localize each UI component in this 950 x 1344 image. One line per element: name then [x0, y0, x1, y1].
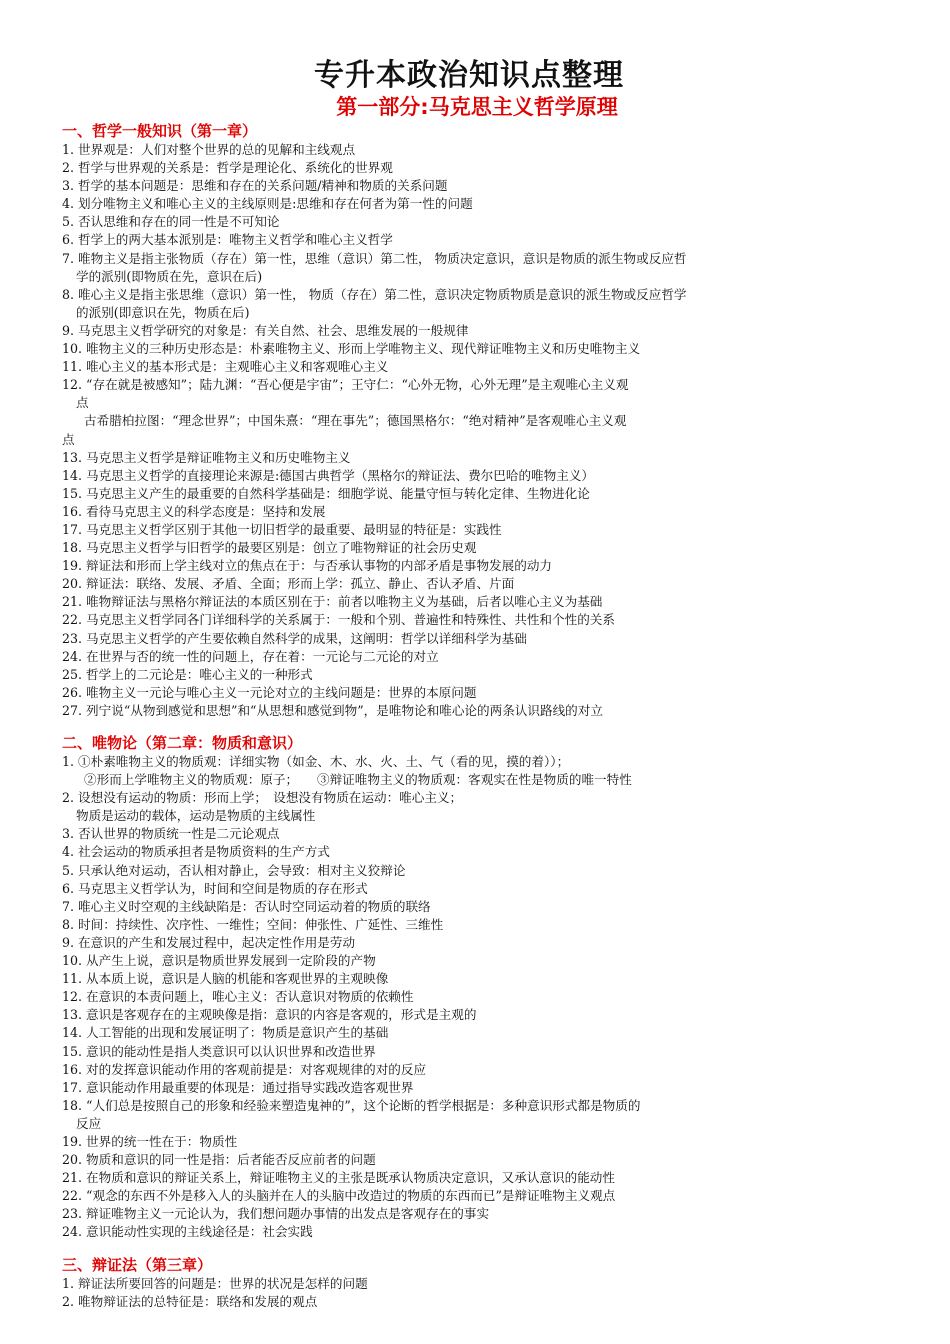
list-item: 8. 唯心主义是指主张思维（意识）第一性， 物质（存在）第二性，意识决定物质物质是意识的派生物或反应哲学: [62, 286, 687, 302]
list-item: 1. 辩证法所要回答的问题是：世界的状况是怎样的问题: [62, 1275, 368, 1291]
list-item: 2. 设想没有运动的物质：形而上学； 设想没有物质在运动：唯心主义；: [62, 790, 463, 806]
part-subtitle: 第一部分:马克思主义哲学原理: [336, 95, 618, 119]
list-item: 4. 社会运动的物质承担者是物质资料的生产方式: [62, 844, 330, 860]
list-item: 20. 辩证法：联络、发展、矛盾、全面；形而上学：孤立、静止、否认矛盾、片面: [62, 576, 515, 592]
list-item: 24. 在世界与否的统一性的问题上，存在着：一元论与二元论的对立: [62, 648, 439, 664]
list-item: 3. 哲学的基本问题是：思维和存在的关系问题/精神和物质的关系问题: [62, 178, 448, 194]
list-item-continuation: 古希腊柏拉图：“理念世界”；中国朱熹：“理在事先”；德国黑格尔：“绝对精神”是客观唯心主义观: [84, 413, 627, 429]
list-item: 17. 意识能动作用最重要的体现是：通过指导实践改造客观世界: [62, 1079, 414, 1095]
list-item: 1. ①朴素唯物主义的物质观：详细实物（如金、木、水、火、土、气（看的见，摸的着））；: [62, 754, 570, 769]
list-item: 17. 马克思主义哲学区别于其他一切旧哲学的最重要、最明显的特征是：实践性: [62, 521, 502, 537]
list-item: 13. 意识是客观存在的主观映像是指：意识的内容是客观的，形式是主观的: [62, 1007, 477, 1023]
list-item: 22. 马克思主义哲学同各门详细科学的关系属于：一般和个别、普遍性和特殊性、共性和个性的关系: [62, 612, 615, 628]
list-item: 3. 否认世界的物质统一性是二元论观点: [62, 826, 280, 842]
document-title: 专升本政治知识点整理: [314, 58, 624, 93]
list-item-continuation: 学的派别(即物质在先，意识在后): [76, 268, 263, 284]
list-item: 23. 马克思主义哲学的产生要依赖自然科学的成果，这阐明：哲学以详细科学为基础: [62, 630, 527, 646]
list-item: 7. 唯心主义时空观的主线缺陷是：否认时空同运动着的物质的联络: [62, 898, 431, 914]
section-2-title: 二、唯物论（第二章：物质和意识）: [62, 734, 303, 752]
list-item: 26. 唯物主义一元论与唯心主义一元论对立的主线问题是：世界的本原问题: [62, 684, 477, 700]
list-item: 24. 意识能动性实现的主线途径是：社会实践: [62, 1224, 313, 1240]
list-item-continuation: 物质是运动的载体，运动是物质的主线属性: [76, 808, 316, 824]
list-item-continuation: ②形而上学唯物主义的物质观：原子； ③辩证唯物主义的物质观：客观实在性是物质的唯一特性: [84, 772, 632, 788]
list-item: 27. 列宁说“从物到感觉和思想”和“从思想和感觉到物”，是唯物论和唯心论的两条认识路线的对立: [62, 702, 603, 718]
list-item: 19. 辩证法和形而上学主线对立的焦点在于：与否承认事物的内部矛盾是事物发展的动力: [62, 558, 553, 574]
list-item: 12. “存在就是被感知”；陆九渊：“吾心便是宇宙”；王守仁：“心外无物，心外无理”是主观唯心主义观: [62, 377, 629, 393]
list-item-continuation: 点: [76, 395, 89, 411]
list-item: 10. 从产生上说，意识是物质世界发展到一定阶段的产物: [62, 953, 376, 969]
list-item: 2. 哲学与世界观的关系是：哲学是理论化、系统化的世界观: [62, 160, 393, 176]
list-item: 16. 对的发挥意识能动作用的客观前提是：对客观规律的对的反应: [62, 1061, 427, 1077]
list-item: 14. 马克思主义哲学的直接理论来源是:德国古典哲学（黑格尔的辩证法、费尔巴哈的唯物主义）: [62, 467, 595, 483]
list-item: 1. 世界观是：人们对整个世界的总的见解和主线观点: [62, 142, 356, 157]
list-item: 6. 马克思主义哲学认为，时间和空间是物质的存在形式: [62, 880, 368, 896]
section-3-list: [62, 1275, 892, 1311]
list-item-continuation: 反应: [76, 1115, 102, 1131]
list-item: 9. 马克思主义哲学研究的对象是：有关自然、社会、思维发展的一般规律: [62, 322, 469, 338]
list-item: 22. “观念的东西不外是移入人的头脑并在人的头脑中改造过的物质的东西而已”是辩证唯物主义观点: [62, 1188, 616, 1204]
list-item: 14. 人工智能的出现和发展证明了：物质是意识产生的基础: [62, 1025, 389, 1041]
list-item: 18. “人们总是按照自己的形象和经验来塑造鬼神的”，这个论断的哲学根据是：多种意识形式都是物质的: [62, 1097, 641, 1113]
list-item: 2. 唯物辩证法的总特征是：联络和发展的观点: [62, 1293, 318, 1309]
list-item: 4. 划分唯物主义和唯心主义的主线原则是:思维和存在何者为第一性的问题: [62, 196, 473, 212]
list-item: 7. 唯物主义是指主张物质（存在）第一性，思维（意识）第二性， 物质决定意识，意识是物质的派生物或反应哲: [62, 250, 687, 266]
list-item: 9. 在意识的产生和发展过程中，起决定性作用是劳动: [62, 934, 356, 950]
list-item: 23. 辩证唯物主义一元论认为，我们想问题办事情的出发点是客观存在的事实: [62, 1206, 490, 1222]
list-item: 18. 马克思主义哲学与旧哲学的最要区别是：创立了唯物辩证的社会历史观: [62, 540, 477, 556]
list-item: 15. 意识的能动性是指人类意识可以认识世界和改造世界: [62, 1043, 376, 1059]
section-3-title: 三、辩证法（第三章）: [62, 1255, 213, 1274]
list-item: 13. 马克思主义哲学是辩证唯物主义和历史唯物主义: [62, 449, 351, 465]
list-item: 19. 世界的统一性在于：物质性: [62, 1133, 238, 1149]
list-item: 25. 哲学上的二元论是：唯心主义的一种形式: [62, 666, 313, 682]
section-2-list: [62, 753, 892, 1242]
list-item: 21. 在物质和意识的辩证关系上，辩证唯物主义的主张是既承认物质决定意识，又承认意识的能动性: [62, 1170, 615, 1186]
list-item: 16. 看待马克思主义的科学态度是：坚持和发展: [62, 503, 326, 519]
list-item: 6. 哲学上的两大基本派别是：唯物主义哲学和唯心主义哲学: [62, 232, 393, 248]
document-page: [62, 58, 892, 1311]
list-item: 5. 只承认绝对运动，否认相对静止，会导致：相对主义狡辩论: [62, 862, 406, 878]
list-item: 21. 唯物辩证法与黑格尔辩证法的本质区别在于：前者以唯物主义为基础，后者以唯心主义为基础: [62, 594, 603, 610]
list-item-continuation: 点: [62, 431, 75, 447]
list-item: 5. 否认思维和存在的同一性是不可知论: [62, 214, 280, 230]
section-1-title: 一、哲学一般知识（第一章）: [62, 122, 258, 140]
list-item: 12. 在意识的本责问题上，唯心主义：否认意识对物质的依赖性: [62, 989, 414, 1005]
list-item: 10. 唯物主义的三种历史形态是：朴素唯物主义、形而上学唯物主义、现代辩证唯物主义和历史唯物主义: [62, 341, 641, 357]
list-item: 11. 从本质上说，意识是人脑的机能和客观世界的主观映像: [62, 971, 389, 987]
section-1-list: [62, 141, 892, 720]
list-item: 20. 物质和意识的同一性是指：后者能否反应前者的问题: [62, 1152, 376, 1168]
list-item-continuation: 的派别(即意识在先，物质在后): [76, 304, 250, 320]
list-item: 8. 时间：持续性、次序性、一维性；空间：伸张性、广延性、三维性: [62, 916, 444, 932]
list-item: 11. 唯心主义的基本形式是：主观唯心主义和客观唯心主义: [62, 359, 389, 375]
list-item: 15. 马克思主义产生的最重要的自然科学基础是：细胞学说、能量守恒与转化定律、生物进化论: [62, 485, 590, 501]
